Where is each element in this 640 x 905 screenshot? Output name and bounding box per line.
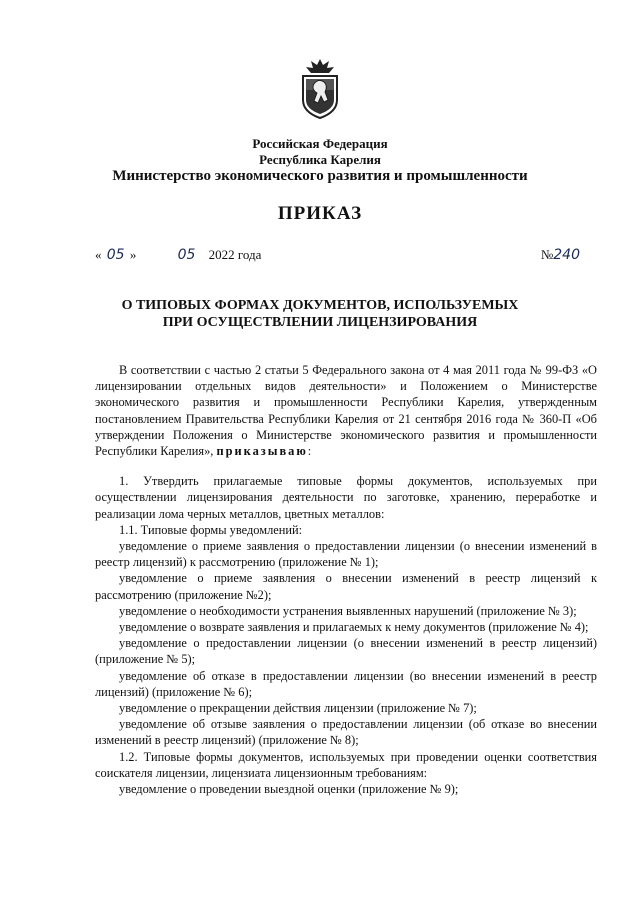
header-ministry: Министерство экономического развития и промышленности xyxy=(112,168,528,184)
date-open-quote: « xyxy=(95,247,102,262)
preamble-text: В соответствии с частью 2 статьи 5 Федерального закона от 4 мая 2011 года № 99-ФЗ «О лицензировании отдельных видов деятельности» и Положением о Министерстве экономического развития и промышленности Республики Карелия, утвержденным постановлением Правительства Республики Карелия от 21 сентября 2016 года № 360-П «Об утверждении Положения о Министерстве экономического развития и промышленности Республики Карелия», xyxy=(95,363,597,459)
subject-line-1: О ТИПОВЫХ ФОРМАХ ДОКУМЕНТОВ, ИСПОЛЬЗУЕМЫХ xyxy=(121,298,519,313)
list-item: уведомление о проведении выездной оценки (приложение № 9); xyxy=(119,782,459,797)
paragraph-item-1: 1. Утвердить прилагаемые типовые формы документов, используемых при осуществлении лицензирования деятельности по заготовке, хранению, переработке и реализации лома черных металлов, цветных металлов: xyxy=(95,474,597,521)
list-item: уведомление о необходимости устранения выявленных нарушений (приложение № 3); xyxy=(119,603,577,618)
coat-of-arms-emblem xyxy=(297,56,343,120)
preamble-paragraph xyxy=(95,362,597,459)
order-word: приказываю xyxy=(216,444,308,459)
subject-line-2: ПРИ ОСУЩЕСТВЛЕНИИ ЛИЦЕНЗИРОВАНИЯ xyxy=(162,315,478,330)
list-item: уведомление о возврате заявления и прилагаемых к нему документов (приложение № 4); xyxy=(119,620,589,635)
list-item: уведомление о предоставлении лицензии (о внесении изменений в реестр лицензий) (приложение № 5); xyxy=(95,636,597,667)
list-item: уведомление об отказе в предоставлении лицензии (во внесении изменений в реестр лицензий) (приложение № 6); xyxy=(95,668,597,699)
header-region: Республика Карелия xyxy=(259,152,381,167)
list-item: уведомление о приеме заявления о предоставлении лицензии (о внесении изменений в реестр лицензий) к рассмотрению (приложение № 1); xyxy=(95,539,597,570)
paragraph-item-1-2: 1.2. Типовые формы документов, используемых при проведении оценки соответствия соискателя лицензии, лицензиата лицензионным требованиям: xyxy=(95,749,597,780)
number-prefix: № xyxy=(540,247,554,262)
date-day-handwritten: 05 xyxy=(106,247,125,263)
date-month-handwritten: 05 xyxy=(177,247,196,263)
document-number xyxy=(541,247,580,263)
document-body xyxy=(95,362,597,797)
preamble-tail: : xyxy=(307,444,312,459)
date-close-quote: » xyxy=(129,247,137,262)
date-line xyxy=(95,247,261,263)
paragraph-item-1-1: 1.1. Типовые формы уведомлений: xyxy=(119,522,303,537)
header-country: Российская Федерация xyxy=(252,136,388,151)
date-year: 2022 года xyxy=(208,247,262,262)
number-value-handwritten: 240 xyxy=(553,247,580,263)
list-item: уведомление о приеме заявления о внесении изменений в реестр лицензий к рассмотрению (приложение №2); xyxy=(95,571,597,602)
list-item: уведомление о прекращении действия лицензии (приложение № 7); xyxy=(119,701,477,716)
list-item: уведомление об отзыве заявления о предоставлении лицензии (об отказе во внесении изменений в реестр лицензий) (приложение № 8); xyxy=(95,717,597,748)
document-type-title: ПРИКАЗ xyxy=(277,203,363,224)
